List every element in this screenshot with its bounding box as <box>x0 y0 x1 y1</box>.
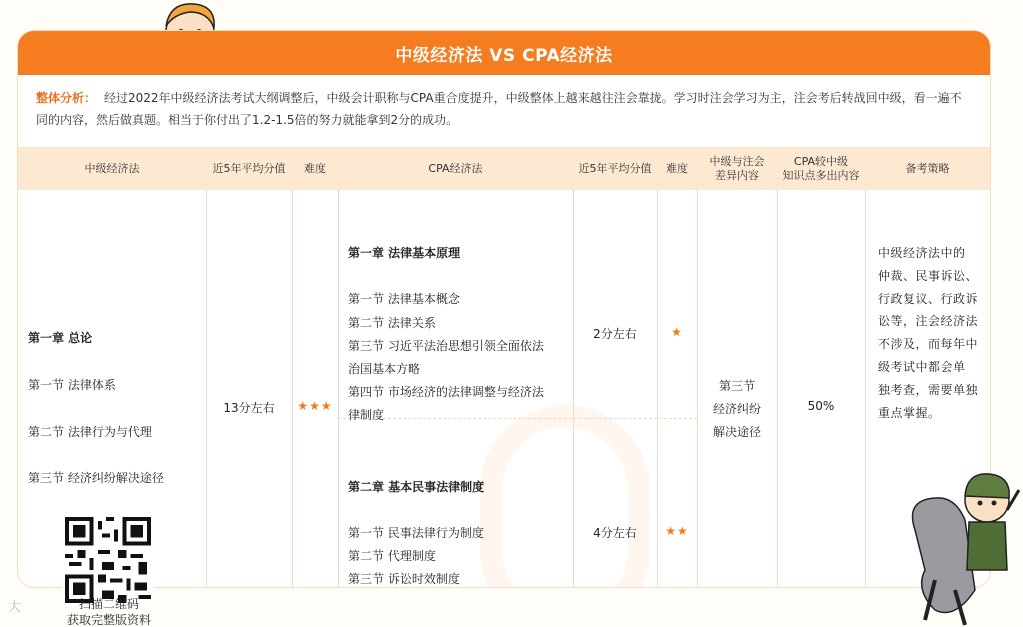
cpa-ch1-avg: 2分左右 <box>593 327 637 341</box>
header-cpa-law: CPA经济法 <box>428 161 483 175</box>
cpa-ch2-avg: 4分左右 <box>593 526 637 540</box>
cpa-ch2-section: 第一节 民事法律行为制度 <box>348 526 484 540</box>
header-zj-law: 中级经济法 <box>84 161 140 175</box>
diff-content-line: 解决途径 <box>712 425 761 439</box>
cpa-ch1-section: 第四节 市场经济的法律调整与经济法 <box>348 385 544 399</box>
analysis-block <box>18 75 990 146</box>
col-divider <box>206 190 207 587</box>
cpa-ch1-difficulty-stars: ★ <box>671 325 683 339</box>
header-diff-content-line2: 差异内容 <box>715 168 759 182</box>
watermark-logo <box>480 405 650 587</box>
strategy-line: 讼等，注会经济法 <box>878 314 979 329</box>
header-strategy: 备考策略 <box>905 161 950 175</box>
zj-chapter: 第一章 总论 <box>28 331 93 345</box>
header-more-line1: CPA较中级 <box>793 154 849 168</box>
qr-caption-line: 获取完整版资料 <box>66 613 151 627</box>
col-divider <box>338 190 339 587</box>
cpa-ch1-title: 第一章 法律基本原理 <box>348 246 461 260</box>
qr-code-icon[interactable] <box>62 514 154 606</box>
zj-section: 第二节 法律行为与代理 <box>28 425 152 439</box>
analysis-label: 整体分析： <box>36 91 97 105</box>
col-divider <box>777 190 778 587</box>
zj-difficulty-stars: ★★★ <box>297 399 333 413</box>
cpa-ch1-section: 律制度 <box>348 408 385 422</box>
diff-content <box>697 375 777 444</box>
qr-caption <box>58 596 160 627</box>
strategy-text <box>878 242 978 424</box>
more-content-percent: 50% <box>807 399 835 413</box>
cpa-ch2-section: 第三节 诉讼时效制度 <box>348 572 460 586</box>
header-cpa-diff: 难度 <box>666 161 688 175</box>
col-divider <box>865 190 866 587</box>
cpa-ch1-section: 第三节 习近平法治思想引领全面依法 <box>348 339 544 353</box>
qr-caption-line: 扫描二维码 <box>78 597 139 611</box>
header-zj-diff: 难度 <box>304 161 326 175</box>
col-divider <box>292 190 293 587</box>
strategy-line: 独考查，需要单独 <box>878 382 979 397</box>
header-more-content <box>777 147 865 190</box>
cartoon-knight-illustration <box>895 470 1023 627</box>
brand-watermark: 大 <box>8 600 22 615</box>
strategy-line: 重点掌握。 <box>878 405 941 420</box>
zj-section: 第三节 经济纠纷解决途径 <box>28 471 164 485</box>
cpa-ch1-section: 第二节 法律关系 <box>348 316 436 330</box>
cpa-ch2-title: 第二章 基本民事法律制度 <box>348 480 485 494</box>
analysis-text: 经过2022年中级经济法考试大纲调整后，中级会计职称与CPA重合度提升，中级整体上越来越往注会靠拢。学习时注会学习为主，注会考后转战回中级，看一遍不同的内容，然后做真题。相当于你付出了1.2-1.5倍的努力就能拿到2分的成功。 <box>36 91 962 127</box>
diff-content-line: 第三节 <box>718 379 755 393</box>
zj-avg: 13分左右 <box>223 401 275 415</box>
zj-section: 第一节 法律体系 <box>28 378 116 392</box>
strategy-line: 不涉及，而每年中 <box>878 337 979 352</box>
table-header <box>18 147 990 190</box>
header-diff-content <box>697 147 777 190</box>
diff-content-line: 经济纠纷 <box>712 402 761 416</box>
cpa-ch2-difficulty-stars: ★★ <box>665 524 689 538</box>
strategy-line: 级考试中都会单 <box>878 359 966 374</box>
header-diff-content-line1: 中级与注会 <box>709 154 765 168</box>
header-more-line2: 知识点多出内容 <box>782 168 860 182</box>
comparison-card <box>18 31 990 587</box>
strategy-line: 行政复议、行政诉 <box>878 291 979 306</box>
cpa-ch1-section: 治国基本方略 <box>348 362 421 376</box>
page-title: 中级经济法 VS CPA经济法 <box>18 31 990 75</box>
cpa-ch2-section: 第二节 代理制度 <box>348 549 436 563</box>
table-body <box>18 190 990 587</box>
header-zj-avg: 近5年平均分值 <box>212 161 286 175</box>
cpa-ch1-section: 第一节 法律基本概念 <box>348 292 460 306</box>
strategy-line: 中级经济法中的 <box>878 246 966 260</box>
header-cpa-avg: 近5年平均分值 <box>578 161 652 175</box>
row-divider <box>338 418 697 419</box>
strategy-line: 仲裁、民事诉讼、 <box>878 268 979 283</box>
